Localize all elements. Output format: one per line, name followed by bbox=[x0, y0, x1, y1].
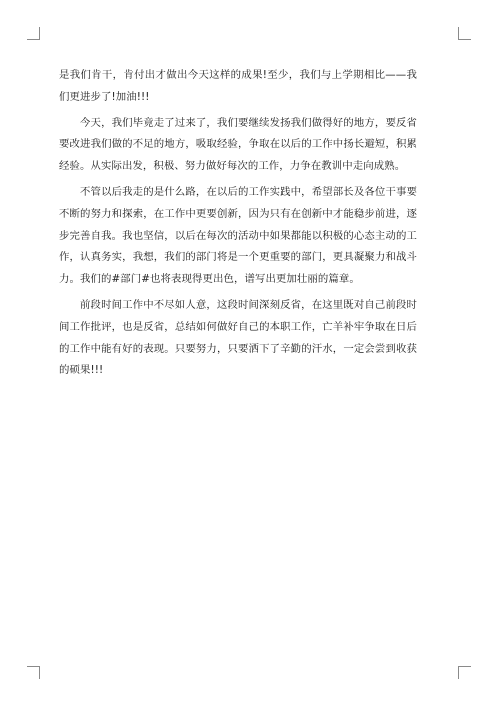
paragraph-continuation: 是我们肯干，肯付出才做出今天这样的成果!至少，我们与上学期相比——我们更进步了!加油!!! bbox=[59, 69, 417, 103]
document-body bbox=[59, 65, 417, 386]
corner-mark-bottom-left bbox=[27, 666, 40, 679]
corner-mark-top-left bbox=[27, 27, 40, 40]
paragraph-self-criticism: 前段时间工作中不尽如人意，这段时间深刻反省，在这里既对自己前段时间工作批评，也是反省，总结如何做好自己的本职工作，亡羊补牢争取在日后的工作中能有好的表现。只要努力，只要洒下了辛勤的汗水，一定会尝到收获的硕果!!! bbox=[59, 298, 417, 377]
paragraph-future: 不管以后我走的是什么路，在以后的工作实践中，希望部长及各位干事要不断的努力和探索，在工作中更要创新，因为只有在创新中才能稳步前进，逐步完善自我。我也坚信，以后在每次的活动中如果都能以积极的心态主动的工作，认真务实，我想，我们的部门将是一个更重要的部门，更具凝聚力和战斗力。我们的#部门#也将表现得更出色，谱写出更加壮丽的篇章。 bbox=[59, 185, 417, 286]
corner-mark-top-right bbox=[458, 27, 471, 40]
corner-mark-bottom-right bbox=[458, 666, 471, 679]
paragraph-reflection: 今天，我们毕竟走了过来了，我们要继续发扬我们做得好的地方，要反省要改进我们做的不足的地方，吸取经验，争取在以后的工作中扬长避短，积累经验。从实际出发，积极、努力做好每次的工作，力争在教训中走向成熟。 bbox=[59, 116, 417, 173]
